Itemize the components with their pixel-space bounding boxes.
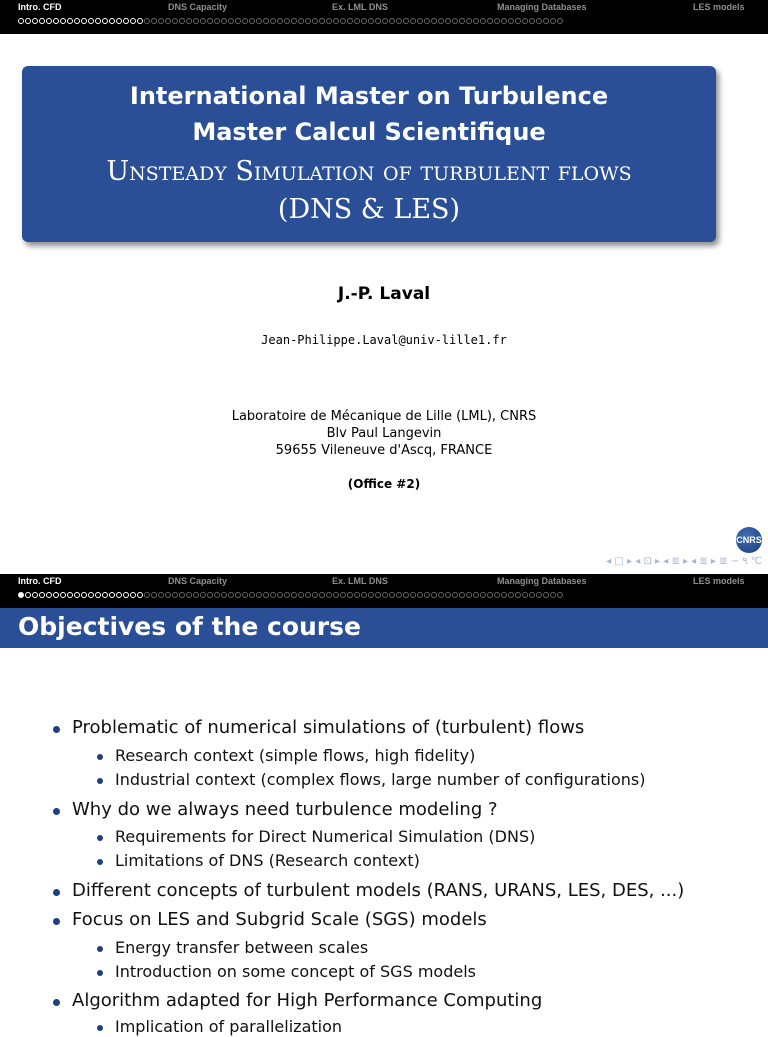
- progress-dot[interactable]: [221, 18, 227, 24]
- progress-dot[interactable]: [529, 18, 535, 24]
- nav-section-intro-cfd[interactable]: Intro. CFD: [18, 576, 62, 586]
- progress-dot[interactable]: [158, 18, 164, 24]
- progress-dot[interactable]: [39, 18, 45, 24]
- progress-dot[interactable]: [18, 592, 24, 598]
- progress-dot[interactable]: [109, 592, 115, 598]
- progress-dot[interactable]: [501, 592, 507, 598]
- progress-dot[interactable]: [291, 592, 297, 598]
- progress-dot[interactable]: [354, 592, 360, 598]
- progress-dot[interactable]: [522, 18, 528, 24]
- progress-dot[interactable]: [326, 18, 332, 24]
- progress-dot[interactable]: [459, 18, 465, 24]
- progress-dot[interactable]: [284, 18, 290, 24]
- bullet-icon: [53, 889, 60, 896]
- progress-dot[interactable]: [81, 18, 87, 24]
- nav-section-les-models[interactable]: LES models: [693, 576, 745, 586]
- progress-dot[interactable]: [494, 592, 500, 598]
- progress-dot[interactable]: [144, 18, 150, 24]
- progress-dot[interactable]: [466, 592, 472, 598]
- institute-line: 59655 Vileneuve d'Ascq, FRANCE: [275, 443, 493, 458]
- progress-dot[interactable]: [452, 18, 458, 24]
- progress-dot[interactable]: [326, 592, 332, 598]
- list-item: [0, 990, 768, 1014]
- progress-dot[interactable]: [319, 592, 325, 598]
- bullet-icon: [97, 859, 103, 865]
- progress-dot[interactable]: [67, 18, 73, 24]
- section-navigation-bar: [0, 0, 768, 34]
- bullet-icon: [97, 835, 103, 841]
- list-item: [0, 827, 768, 847]
- progress-dot[interactable]: [228, 592, 234, 598]
- progress-dot[interactable]: [375, 592, 381, 598]
- list-item-text: Algorithm adapted for High Performance Computing: [72, 990, 543, 1011]
- progress-dot[interactable]: [60, 18, 66, 24]
- progress-dot[interactable]: [494, 18, 500, 24]
- progress-dot[interactable]: [389, 592, 395, 598]
- progress-dot[interactable]: [417, 18, 423, 24]
- progress-dot[interactable]: [88, 592, 94, 598]
- progress-dot[interactable]: [256, 18, 262, 24]
- progress-dot[interactable]: [200, 592, 206, 598]
- progress-dot[interactable]: [123, 592, 129, 598]
- author-email: Jean-Philippe.Laval@univ-lille1.fr: [261, 333, 507, 347]
- progress-dot[interactable]: [109, 18, 115, 24]
- progress-dot[interactable]: [515, 592, 521, 598]
- progress-dot[interactable]: [501, 18, 507, 24]
- progress-dot[interactable]: [32, 592, 38, 598]
- progress-dot[interactable]: [81, 592, 87, 598]
- progress-dot[interactable]: [193, 18, 199, 24]
- progress-dot[interactable]: [102, 18, 108, 24]
- progress-dot[interactable]: [508, 18, 514, 24]
- bullet-icon: [53, 808, 60, 815]
- beamer-navigation-controls[interactable]: ◂ □ ▸ ◂ ⊡ ▸ ◂ ≣ ▸ ◂ ≣ ▸ ≣ ∽ ۹ ℃: [606, 556, 762, 567]
- progress-dot[interactable]: [270, 592, 276, 598]
- progress-dot[interactable]: [207, 18, 213, 24]
- progress-dot[interactable]: [186, 18, 192, 24]
- nav-section-lml-dns[interactable]: Ex. LML DNS: [332, 576, 388, 586]
- progress-dot[interactable]: [88, 18, 94, 24]
- nav-section-les-models[interactable]: LES models: [693, 2, 745, 12]
- progress-dot[interactable]: [410, 18, 416, 24]
- progress-dot[interactable]: [291, 18, 297, 24]
- bullet-icon: [97, 946, 103, 952]
- progress-dot[interactable]: [382, 18, 388, 24]
- progress-dot[interactable]: [165, 592, 171, 598]
- progress-dot[interactable]: [18, 18, 24, 24]
- progress-dot[interactable]: [67, 592, 73, 598]
- institute-address: [0, 408, 768, 459]
- progress-dot[interactable]: [480, 18, 486, 24]
- progress-dot[interactable]: [130, 592, 136, 598]
- progress-dot[interactable]: [179, 592, 185, 598]
- progress-dot[interactable]: [312, 592, 318, 598]
- progress-dot[interactable]: [137, 592, 143, 598]
- progress-dot[interactable]: [452, 592, 458, 598]
- progress-dot[interactable]: [522, 592, 528, 598]
- progress-dot[interactable]: [368, 18, 374, 24]
- progress-dot[interactable]: [102, 592, 108, 598]
- progress-dot[interactable]: [130, 18, 136, 24]
- progress-dot[interactable]: [354, 18, 360, 24]
- progress-dot[interactable]: [249, 18, 255, 24]
- progress-dot[interactable]: [459, 592, 465, 598]
- list-item-text: Introduction on some concept of SGS models: [115, 962, 476, 981]
- progress-dot[interactable]: [480, 592, 486, 598]
- progress-dot[interactable]: [172, 18, 178, 24]
- progress-dot[interactable]: [438, 18, 444, 24]
- progress-dot[interactable]: [214, 592, 220, 598]
- progress-dot[interactable]: [361, 18, 367, 24]
- nav-section-managing-databases[interactable]: Managing Databases: [497, 576, 587, 586]
- slide-progress-dots[interactable]: [18, 590, 564, 600]
- institute-line: Laboratoire de Mécanique de Lille (LML), CNRS: [231, 409, 537, 424]
- progress-dot[interactable]: [557, 592, 563, 598]
- list-item-text: Implication of parallelization: [115, 1017, 343, 1036]
- slide-progress-dots[interactable]: [18, 16, 564, 26]
- progress-dot[interactable]: [347, 592, 353, 598]
- title-line-1: International Master on Turbulence: [129, 82, 609, 110]
- progress-dot[interactable]: [46, 18, 52, 24]
- progress-dot[interactable]: [473, 18, 479, 24]
- progress-dot[interactable]: [445, 18, 451, 24]
- list-item: [0, 962, 768, 982]
- progress-dot[interactable]: [256, 592, 262, 598]
- list-item-text: Industrial context (complex flows, large number of configurations): [115, 770, 646, 789]
- progress-dot[interactable]: [438, 592, 444, 598]
- progress-dot[interactable]: [116, 592, 122, 598]
- progress-dot[interactable]: [424, 18, 430, 24]
- list-item: [0, 909, 768, 933]
- progress-dot[interactable]: [396, 592, 402, 598]
- progress-dot[interactable]: [298, 18, 304, 24]
- progress-dot[interactable]: [487, 18, 493, 24]
- bullet-icon: [53, 726, 60, 733]
- progress-dot[interactable]: [319, 18, 325, 24]
- bullet-icon: [53, 999, 60, 1006]
- progress-dot[interactable]: [284, 592, 290, 598]
- progress-dot[interactable]: [151, 592, 157, 598]
- progress-dot[interactable]: [550, 18, 556, 24]
- progress-dot[interactable]: [270, 18, 276, 24]
- frame-title: Objectives of the course: [18, 612, 361, 641]
- list-item-text: Limitations of DNS (Research context): [115, 851, 420, 870]
- list-item: [0, 717, 768, 741]
- progress-dot[interactable]: [235, 592, 241, 598]
- progress-dot[interactable]: [277, 592, 283, 598]
- title-block: [22, 66, 716, 242]
- progress-dot[interactable]: [557, 18, 563, 24]
- progress-dot[interactable]: [473, 592, 479, 598]
- list-item-text: Research context (simple flows, high fidelity): [115, 746, 476, 765]
- progress-dot[interactable]: [235, 18, 241, 24]
- progress-dot[interactable]: [515, 18, 521, 24]
- progress-dot[interactable]: [508, 592, 514, 598]
- progress-dot[interactable]: [186, 592, 192, 598]
- nav-section-intro-cfd[interactable]: Intro. CFD: [18, 2, 62, 12]
- progress-dot[interactable]: [158, 592, 164, 598]
- progress-dot[interactable]: [116, 18, 122, 24]
- progress-dot[interactable]: [53, 592, 59, 598]
- nav-section-managing-databases[interactable]: Managing Databases: [497, 2, 587, 12]
- progress-dot[interactable]: [25, 592, 31, 598]
- progress-dot[interactable]: [179, 18, 185, 24]
- progress-dot[interactable]: [39, 592, 45, 598]
- progress-dot[interactable]: [368, 592, 374, 598]
- list-item: [0, 880, 768, 904]
- progress-dot[interactable]: [340, 18, 346, 24]
- progress-dot[interactable]: [298, 592, 304, 598]
- list-item: [0, 851, 768, 871]
- title-line-2: Master Calcul Scientifique: [192, 118, 546, 146]
- progress-dot[interactable]: [95, 18, 101, 24]
- progress-dot[interactable]: [214, 18, 220, 24]
- author-name: J.-P. Laval: [337, 284, 431, 304]
- progress-dot[interactable]: [207, 592, 213, 598]
- progress-dot[interactable]: [277, 18, 283, 24]
- progress-dot[interactable]: [389, 18, 395, 24]
- progress-dot[interactable]: [487, 592, 493, 598]
- nav-section-lml-dns[interactable]: Ex. LML DNS: [332, 2, 388, 12]
- list-item: [0, 799, 768, 823]
- institute-line: Blv Paul Langevin: [326, 426, 442, 441]
- progress-dot[interactable]: [60, 592, 66, 598]
- progress-dot[interactable]: [403, 592, 409, 598]
- list-item: [0, 938, 768, 958]
- progress-dot[interactable]: [340, 592, 346, 598]
- progress-dot[interactable]: [123, 18, 129, 24]
- bullet-icon: [97, 778, 103, 784]
- progress-dot[interactable]: [172, 592, 178, 598]
- progress-dot[interactable]: [536, 592, 542, 598]
- progress-dot[interactable]: [221, 592, 227, 598]
- progress-dot[interactable]: [333, 592, 339, 598]
- progress-dot[interactable]: [375, 18, 381, 24]
- progress-dot[interactable]: [550, 592, 556, 598]
- list-item-text: Energy transfer between scales: [115, 938, 369, 957]
- list-item: [0, 1017, 768, 1037]
- progress-dot[interactable]: [543, 18, 549, 24]
- progress-dot[interactable]: [305, 592, 311, 598]
- bullet-icon: [97, 1025, 103, 1031]
- progress-dot[interactable]: [431, 592, 437, 598]
- objectives-slide: [0, 574, 768, 1036]
- progress-dot[interactable]: [431, 18, 437, 24]
- progress-dot[interactable]: [410, 592, 416, 598]
- frame-title-bar: [0, 608, 768, 648]
- progress-dot[interactable]: [424, 592, 430, 598]
- list-item: [0, 746, 768, 766]
- progress-dot[interactable]: [382, 592, 388, 598]
- progress-dot[interactable]: [242, 592, 248, 598]
- subtitle-line-2: (DNS & LES): [277, 194, 461, 225]
- progress-dot[interactable]: [333, 18, 339, 24]
- subtitle-line-1: Unsteady Simulation of turbulent flows: [106, 156, 632, 187]
- list-item-text: Why do we always need turbulence modeling ?: [72, 799, 498, 820]
- nav-section-dns-capacity[interactable]: DNS Capacity: [168, 576, 228, 586]
- progress-dot[interactable]: [165, 18, 171, 24]
- progress-dot[interactable]: [347, 18, 353, 24]
- progress-dot[interactable]: [242, 18, 248, 24]
- progress-dot[interactable]: [32, 18, 38, 24]
- progress-dot[interactable]: [529, 592, 535, 598]
- progress-dot[interactable]: [144, 592, 150, 598]
- progress-dot[interactable]: [53, 18, 59, 24]
- progress-dot[interactable]: [263, 18, 269, 24]
- progress-dot[interactable]: [193, 592, 199, 598]
- progress-dot[interactable]: [445, 592, 451, 598]
- cnrs-logo: CNRS: [736, 527, 762, 553]
- progress-dot[interactable]: [466, 18, 472, 24]
- progress-dot[interactable]: [95, 592, 101, 598]
- progress-dot[interactable]: [74, 592, 80, 598]
- section-navigation-bar: [0, 574, 768, 608]
- progress-dot[interactable]: [536, 18, 542, 24]
- list-item-text: Requirements for Direct Numerical Simulation (DNS): [115, 827, 536, 846]
- progress-dot[interactable]: [396, 18, 402, 24]
- nav-section-dns-capacity[interactable]: DNS Capacity: [168, 2, 228, 12]
- progress-dot[interactable]: [249, 592, 255, 598]
- list-item: [0, 770, 768, 790]
- progress-dot[interactable]: [305, 18, 311, 24]
- list-item-text: Focus on LES and Subgrid Scale (SGS) models: [72, 909, 487, 930]
- progress-dot[interactable]: [200, 18, 206, 24]
- list-item-text: Different concepts of turbulent models (RANS, URANS, LES, DES, ...): [72, 880, 685, 901]
- bullet-icon: [97, 970, 103, 976]
- list-item-text: Problematic of numerical simulations of (turbulent) flows: [72, 717, 585, 738]
- progress-dot[interactable]: [25, 18, 31, 24]
- progress-dot[interactable]: [417, 592, 423, 598]
- office-number: (Office #2): [347, 477, 421, 491]
- progress-dot[interactable]: [403, 18, 409, 24]
- progress-dot[interactable]: [151, 18, 157, 24]
- bullet-icon: [53, 918, 60, 925]
- progress-dot[interactable]: [74, 18, 80, 24]
- progress-dot[interactable]: [543, 592, 549, 598]
- progress-dot[interactable]: [46, 592, 52, 598]
- progress-dot[interactable]: [137, 18, 143, 24]
- bullet-icon: [97, 754, 103, 760]
- progress-dot[interactable]: [312, 18, 318, 24]
- progress-dot[interactable]: [263, 592, 269, 598]
- progress-dot[interactable]: [228, 18, 234, 24]
- progress-dot[interactable]: [361, 592, 367, 598]
